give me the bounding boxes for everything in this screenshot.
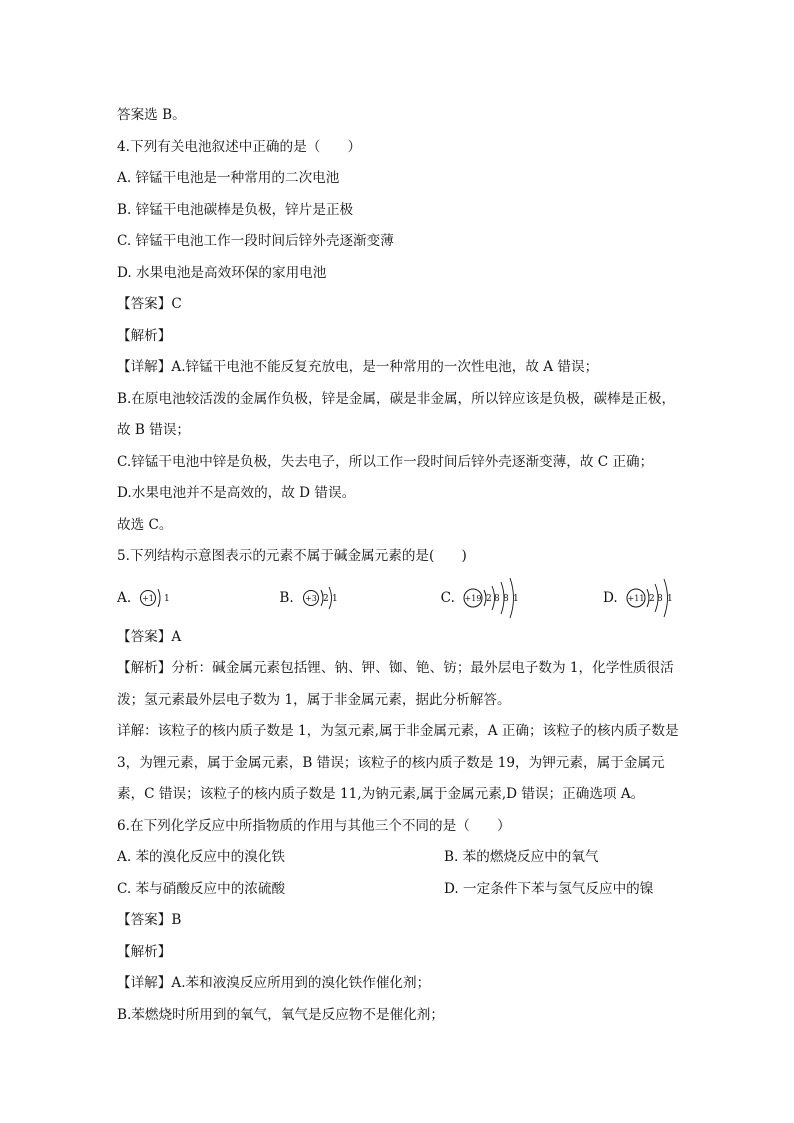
question-6-option-c: C. 苯与硝酸反应中的浓硫酸: [117, 880, 286, 897]
atom-diagram-c: [441, 575, 603, 621]
question-6-options-row-1: [117, 842, 683, 874]
question-4-option-a: A. 锌锰干电池是一种常用的二次电池: [117, 170, 340, 186]
electron-count: 8: [493, 593, 500, 604]
question-4-explanation-2: B.在原电池较活泼的金属作负极，锌是金属，碳是非金属，所以锌应该是负极，碳棒是正极，故 B 错误；: [117, 390, 676, 438]
question-6-option-b: B. 苯的燃烧反应中的氧气: [444, 849, 599, 865]
question-6: 6.在下列化学反应中所指物质的作用与其他三个不同的是（ ）: [117, 817, 511, 834]
atom-structure-diagram-b: [300, 578, 350, 618]
question-4-explanation-4: D.水果电池并不是高效的，故 D 错误。: [117, 485, 356, 501]
question-5-explanation: 详解：该粒子的核内质子数是 1，为氢元素,属于非金属元素，A 正确；该粒子的核内质子数是 3，为锂元素，属于金属元素，B 错误；该粒子的核内质子数是 19，为钾元素，属于金属元素，C 错误；该粒子的核内质子数是 11,为钠元素,属于金属元素,D 错误；正确选项 A。: [117, 723, 679, 802]
question-5: 5.下列结构示意图表示的元素不属于碱金属元素的是( ): [117, 548, 467, 564]
electron-count: 8: [502, 593, 509, 604]
nucleus-charge: +1: [142, 593, 155, 603]
electron-count: 2: [648, 593, 655, 604]
electron-count: 2: [485, 593, 492, 604]
question-6-options-row-2: [117, 874, 683, 906]
atom-option-label: C.: [440, 589, 455, 606]
electron-count: 8: [656, 593, 663, 604]
answer-line: 答案选 B。: [117, 107, 186, 123]
atom-option-label: D.: [603, 589, 618, 606]
atom-diagram-b: [279, 578, 440, 618]
question-4-explanation-1: 【详解】A.锌锰干电池不能反复充放电，是一种常用的一次性电池，故 A 错误；: [117, 359, 599, 375]
question-4-analysis-heading: 【解析】: [117, 327, 172, 344]
question-6-option-d: D. 一定条件下苯与氢气反应中的镍: [444, 880, 654, 897]
question-6-explanation-2: B.苯燃烧时所用到的氧气，氧气是反应物不是催化剂；: [117, 1006, 444, 1023]
atom-structure-diagram-d: [624, 575, 683, 621]
question-5-analysis: 【解析】分析：碱金属元素包括锂、钠、钾、铷、铯、钫；最外层电子数为 1，化学性质很活泼；氢元素最外层电子数为 1，属于非金属元素，据此分析解答。: [117, 660, 674, 708]
atom-diagram-d: [603, 575, 683, 621]
electron-shell-arc: [158, 589, 160, 607]
question-6-option-a: A. 苯的溴化反应中的溴化铁: [117, 849, 285, 865]
nucleus-charge: +3: [304, 593, 317, 603]
question-4-explanation-3: C.锌锰干电池中锌是负极，失去电子，所以工作一段时间后锌外壳逐渐变薄，故 C 正确；: [117, 453, 654, 470]
question-4-option-d: D. 水果电池是高效环保的家用电池: [117, 264, 327, 281]
nucleus-charge: +19: [464, 593, 482, 603]
atom-option-label: A.: [117, 589, 132, 606]
electron-count: 1: [164, 593, 170, 604]
question-6-explanation-1: 【详解】A.苯和液溴反应所用到的溴化铁作催化剂；: [117, 975, 431, 991]
document-content: [117, 100, 683, 1031]
atom-structure-diagram-c: [461, 575, 533, 621]
electron-count: 1: [331, 593, 338, 604]
atom-diagram-a: [117, 578, 279, 618]
question-4-conclusion: 故选 C。: [117, 516, 173, 533]
question-5-answer: 【答案】A: [117, 628, 182, 645]
question-4-option-c: C. 锌锰干电池工作一段时间后锌外壳逐渐变薄: [117, 233, 394, 249]
question-4-answer: 【答案】C: [117, 296, 182, 312]
atom-option-label: B.: [279, 589, 294, 606]
question-6-analysis-heading: 【解析】: [117, 943, 172, 960]
nucleus-charge: +11: [627, 593, 645, 603]
atom-diagrams-row: [117, 575, 683, 621]
question-4: 4.下列有关电池叙述中正确的是（ ）: [117, 138, 362, 155]
electron-count: 1: [666, 593, 673, 604]
question-6-answer: 【答案】B: [117, 912, 182, 928]
electron-count: 1: [512, 593, 519, 604]
atom-structure-diagram-a: [137, 578, 177, 618]
question-4-option-b: B. 锌锰干电池碳棒是负极，锌片是正极: [117, 201, 354, 218]
electron-count: 2: [322, 593, 329, 604]
